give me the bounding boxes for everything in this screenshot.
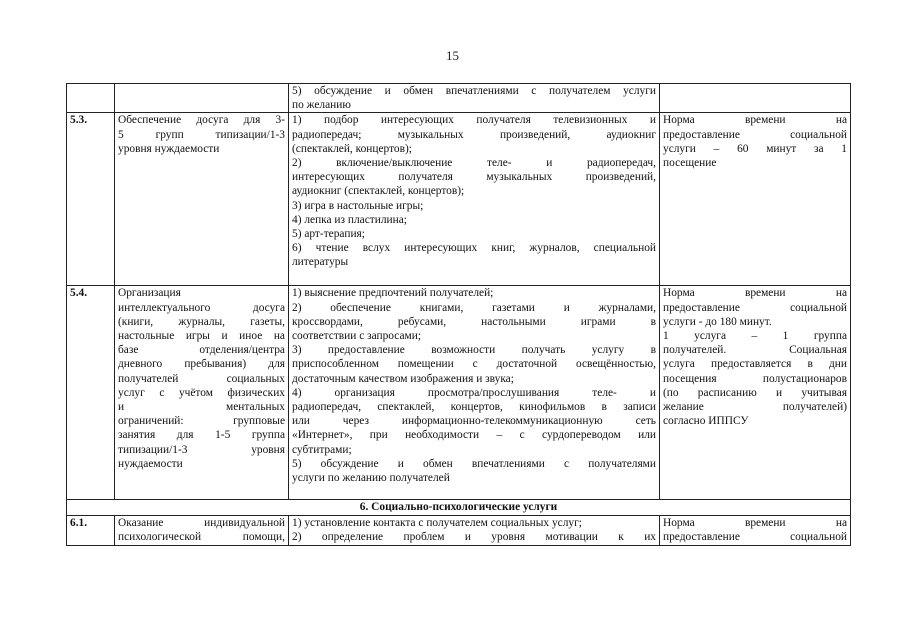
name-line: 5 групп типизации/1-3: [118, 128, 285, 141]
name-line: ограничений: групповые: [118, 415, 285, 428]
content-line: 5) обсуждение и обмен впечатлениями с получателем услуги: [292, 85, 656, 97]
norm-line: (по расписанию и учитывая: [663, 386, 847, 399]
service-name: [115, 113, 289, 286]
norm-line: посещение: [663, 157, 717, 170]
content-line: 1) подбор интересующих получателя телевизионных и: [292, 114, 656, 127]
name-line: Оказание индивидуальной: [118, 516, 285, 529]
cell-name: [115, 84, 289, 113]
norm-line: услуги - до 180 минут.: [663, 315, 772, 328]
service-norm: [660, 113, 851, 286]
name-line: и ментальных: [118, 401, 285, 414]
cell-content: [289, 84, 660, 113]
name-line: получателей социальных: [118, 372, 285, 385]
content-line: субтитрами;: [292, 443, 352, 456]
name-line: базе отделения/центра: [118, 344, 285, 357]
table-row-5-4: [67, 286, 851, 500]
table-row-6-1: [67, 515, 851, 545]
name-line: психологической помощи,: [118, 530, 285, 543]
norm-line: Норма времени на: [663, 114, 847, 127]
table-row-continuation: [67, 84, 851, 113]
name-line: Организация: [118, 287, 181, 300]
service-norm: [660, 515, 851, 545]
content-line: или через информационно-телекоммуникационную сеть: [292, 415, 656, 428]
norm-line: предоставление социальной: [663, 128, 847, 141]
services-table: [66, 83, 851, 546]
name-line: настольные игры и иное на: [118, 330, 285, 343]
cell-num: [67, 84, 115, 113]
norm-line: предоставление социальной: [663, 301, 847, 314]
content-line: 2) включение/выключение теле- и радиопередач,: [292, 157, 656, 170]
content-line: 3) игра в настольные игры;: [292, 199, 424, 212]
section-row-6: [67, 500, 851, 515]
name-line: (книги, журналы, газеты,: [118, 315, 285, 328]
name-line: уровня нуждаемости: [118, 142, 220, 155]
service-name: [115, 286, 289, 500]
content-line: 1) установление контакта с получателем социальных услуг;: [292, 516, 582, 529]
content-line: приспособленном помещении с достаточной освещённостью,: [292, 358, 656, 371]
content-line: 3) предоставление возможности получать услугу в: [292, 344, 656, 357]
cell-norm: [660, 84, 851, 113]
service-content: [289, 286, 660, 500]
content-line: 2) обеспечение книгами, газетами и журналами,: [292, 301, 656, 314]
name-line: Обеспечение досуга для 3-: [118, 114, 285, 127]
content-line: кроссвордами, ребусами, настольными играми в: [292, 315, 656, 328]
service-norm: [660, 286, 851, 500]
content-line: 4) организация просмотра/прослушивания теле- и: [292, 386, 656, 399]
content-line: радиопередач; музыкальных произведений, аудиокниг: [292, 128, 656, 141]
name-line: нуждаемости: [118, 457, 183, 470]
norm-line: предоставление социальной: [663, 530, 847, 543]
norm-line: услуга предоставляется в дни: [663, 358, 847, 371]
content-line: 1) выяснение предпочтений получателей;: [292, 287, 494, 300]
content-line: 2) определение проблем и уровня мотивации к их: [292, 530, 656, 543]
content-line: литературы: [292, 256, 349, 269]
section-title: 6. Социально-психологические услуги: [67, 500, 851, 515]
norm-line: Норма времени на: [663, 287, 847, 300]
content-line: достаточным качеством изображения и звука;: [292, 372, 514, 385]
content-line: по желанию: [292, 99, 351, 112]
content-line: услуги по желанию получателей: [292, 472, 450, 485]
content-line: «Интернет», при необходимости – с сурдопереводом или: [292, 429, 656, 442]
name-line: услуг с учётом физических: [118, 386, 285, 399]
service-content: [289, 113, 660, 286]
service-name: [115, 515, 289, 545]
table-row-5-3: [67, 113, 851, 286]
content-line: радиопередач, спектаклей, концертов, кинофильмов в записи: [292, 401, 656, 414]
name-line: интеллектуального досуга: [118, 301, 285, 314]
norm-line: желание получателей): [663, 401, 847, 414]
norm-line: услуги – 60 минут за 1: [663, 142, 847, 155]
norm-line: 1 услуга – 1 группа: [663, 330, 847, 343]
norm-line: согласно ИППСУ: [663, 415, 749, 428]
content-line: (спектаклей, концертов);: [292, 142, 412, 155]
content-line: соответствии с запросами;: [292, 330, 422, 343]
content-line: интересующих получателя музыкальных произведений,: [292, 171, 656, 184]
service-number: 5.3.: [67, 113, 115, 286]
content-line: 4) лепка из пластилина;: [292, 213, 407, 226]
content-line: аудиокниг (спектаклей, концертов);: [292, 185, 465, 198]
norm-line: посещения полустационаров: [663, 372, 847, 385]
service-content: [289, 515, 660, 545]
name-line: занятия для 1-5 группа: [118, 429, 285, 442]
content-line: 6) чтение вслух интересующих книг, журналов, специальной: [292, 242, 656, 255]
name-line: дневного пребывания) для: [118, 358, 285, 371]
norm-line: получателей. Социальная: [663, 344, 847, 357]
name-line: типизации/1-3 уровня: [118, 443, 285, 456]
service-number: 6.1.: [67, 515, 115, 545]
content-line: 5) арт-терапия;: [292, 228, 365, 241]
norm-line: Норма времени на: [663, 516, 847, 529]
page-number: 15: [446, 48, 459, 63]
content-line: 5) обсуждение и обмен впечатлениями с получателями: [292, 457, 656, 470]
service-number: 5.4.: [67, 286, 115, 500]
